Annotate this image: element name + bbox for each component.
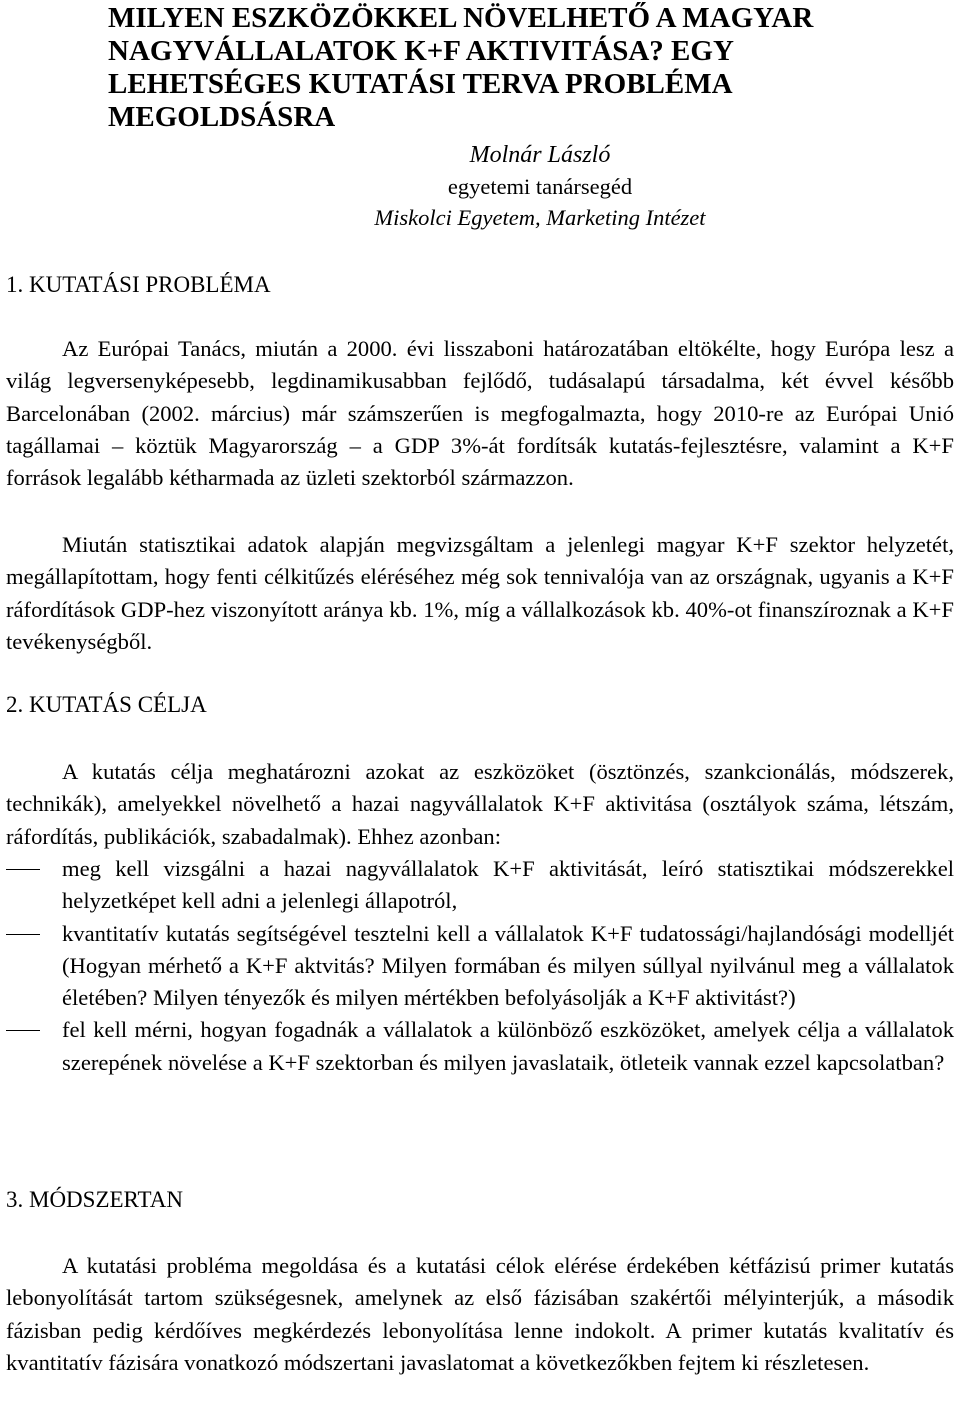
dash-bullet-icon xyxy=(6,1030,40,1031)
section-heading-modszertan: 3. MÓDSZERTAN xyxy=(6,1187,183,1212)
section-2-bullet-list xyxy=(6,853,954,1079)
dash-bullet-icon xyxy=(6,934,40,935)
list-item-text: fel kell mérni, hogyan fogadnák a vállalatok a különböző eszközöket, amelyek célja a vállalatok szerepének növelése a K+F szektorban és milyen javaslataik, ötleteik vannak ezzel kapcsolatban? xyxy=(62,1017,954,1075)
section-2-paragraph: A kutatás célja meghatározni azokat az eszközöket (ösztönzés, szankcionálás, módszerek, technikák), amelyekkel növelhető a hazai nagyvállalatok K+F aktivitása (osztályok száma, létszám, ráfordítás, publikációk, szabadalmak). Ehhez azonban: xyxy=(6,759,954,849)
section-heading-kutatasi-problema: 1. KUTATÁSI PROBLÉMA xyxy=(6,272,271,297)
section-3-paragraph: A kutatási probléma megoldása és a kutatási célok elérése érdekében kétfázisú primer kutatás lebonyolítását tartom szükségesnek, amelynek az első fázisában szakértői mélyinterjúk, a második fázisban pedig kérdőíves megkérdezés lebonyolítása lenne indokolt. A primer kutatás kvalitatív és kvantitatív fázisára vonatkozó módszertani javaslatomat a következőkben fejtem ki részletesen. xyxy=(6,1253,954,1375)
dash-bullet-icon xyxy=(6,869,40,870)
list-item xyxy=(6,918,954,1015)
list-item-text: meg kell vizsgálni a hazai nagyvállalatok K+F aktivitását, leíró statisztikai módszerekkel helyzetképet kell adni a jelenlegi állapotról, xyxy=(62,856,954,914)
author-affiliation: Miskolci Egyetem, Marketing Intézet xyxy=(374,205,706,230)
author-name: Molnár László xyxy=(469,142,611,168)
section-heading-kutatas-celja: 2. KUTATÁS CÉLJA xyxy=(6,692,207,717)
section-1-paragraph-2: Miután statisztikai adatok alapján megvizsgáltam a jelenlegi magyar K+F szektor helyzetét, megállapítottam, hogy fenti célkitűzés eléréséhez még sok tennivalója van az országnak, ugyanis a K+F ráfordítások GDP-hez viszonyított aránya kb. 1%, míg a vállalkozások kb. 40%-ot finanszíroznak a K+F tevékenységből. xyxy=(6,532,954,654)
author-block xyxy=(300,140,780,233)
paper-title: MILYEN ESZKÖZÖKKEL NÖVELHETŐ A MAGYAR NAGYVÁLLALATOK K+F AKTIVITÁSA? EGY LEHETSÉGES KUTATÁSI TERVA PROBLÉMA MEGOLDSÁSRA xyxy=(108,2,814,133)
list-item xyxy=(6,1014,954,1079)
list-item xyxy=(6,853,954,918)
section-1-paragraph-1: Az Európai Tanács, miután a 2000. évi lisszaboni határozatában eltökélte, hogy Európa lesz a világ legversenyképesebb, legdinamikusabban fejlődő, tudásalapú társadalma, két évvel később Barcelonában (2002. március) már számszerűen is megfogalmazta, hogy 2010-re az Európai Unió tagállamai – köztük Magyarország – a GDP 3%-át fordítsák kutatás-fejlesztésre, valamint a K+F források legalább kétharmada az üzleti szektorból származzon. xyxy=(6,336,954,491)
list-item-text: kvantitatív kutatás segítségével tesztelni kell a vállalatok K+F tudatossági/hajlandósági modelljét (Hogyan mérhető a K+F aktvitás? Milyen formában és milyen súllyal nyilvánul meg a vállalatok életében? Milyen tényezők és milyen mértékben befolyásolják a K+F aktivitást?) xyxy=(62,920,954,1011)
author-position: egyetemi tanársegéd xyxy=(447,174,633,199)
